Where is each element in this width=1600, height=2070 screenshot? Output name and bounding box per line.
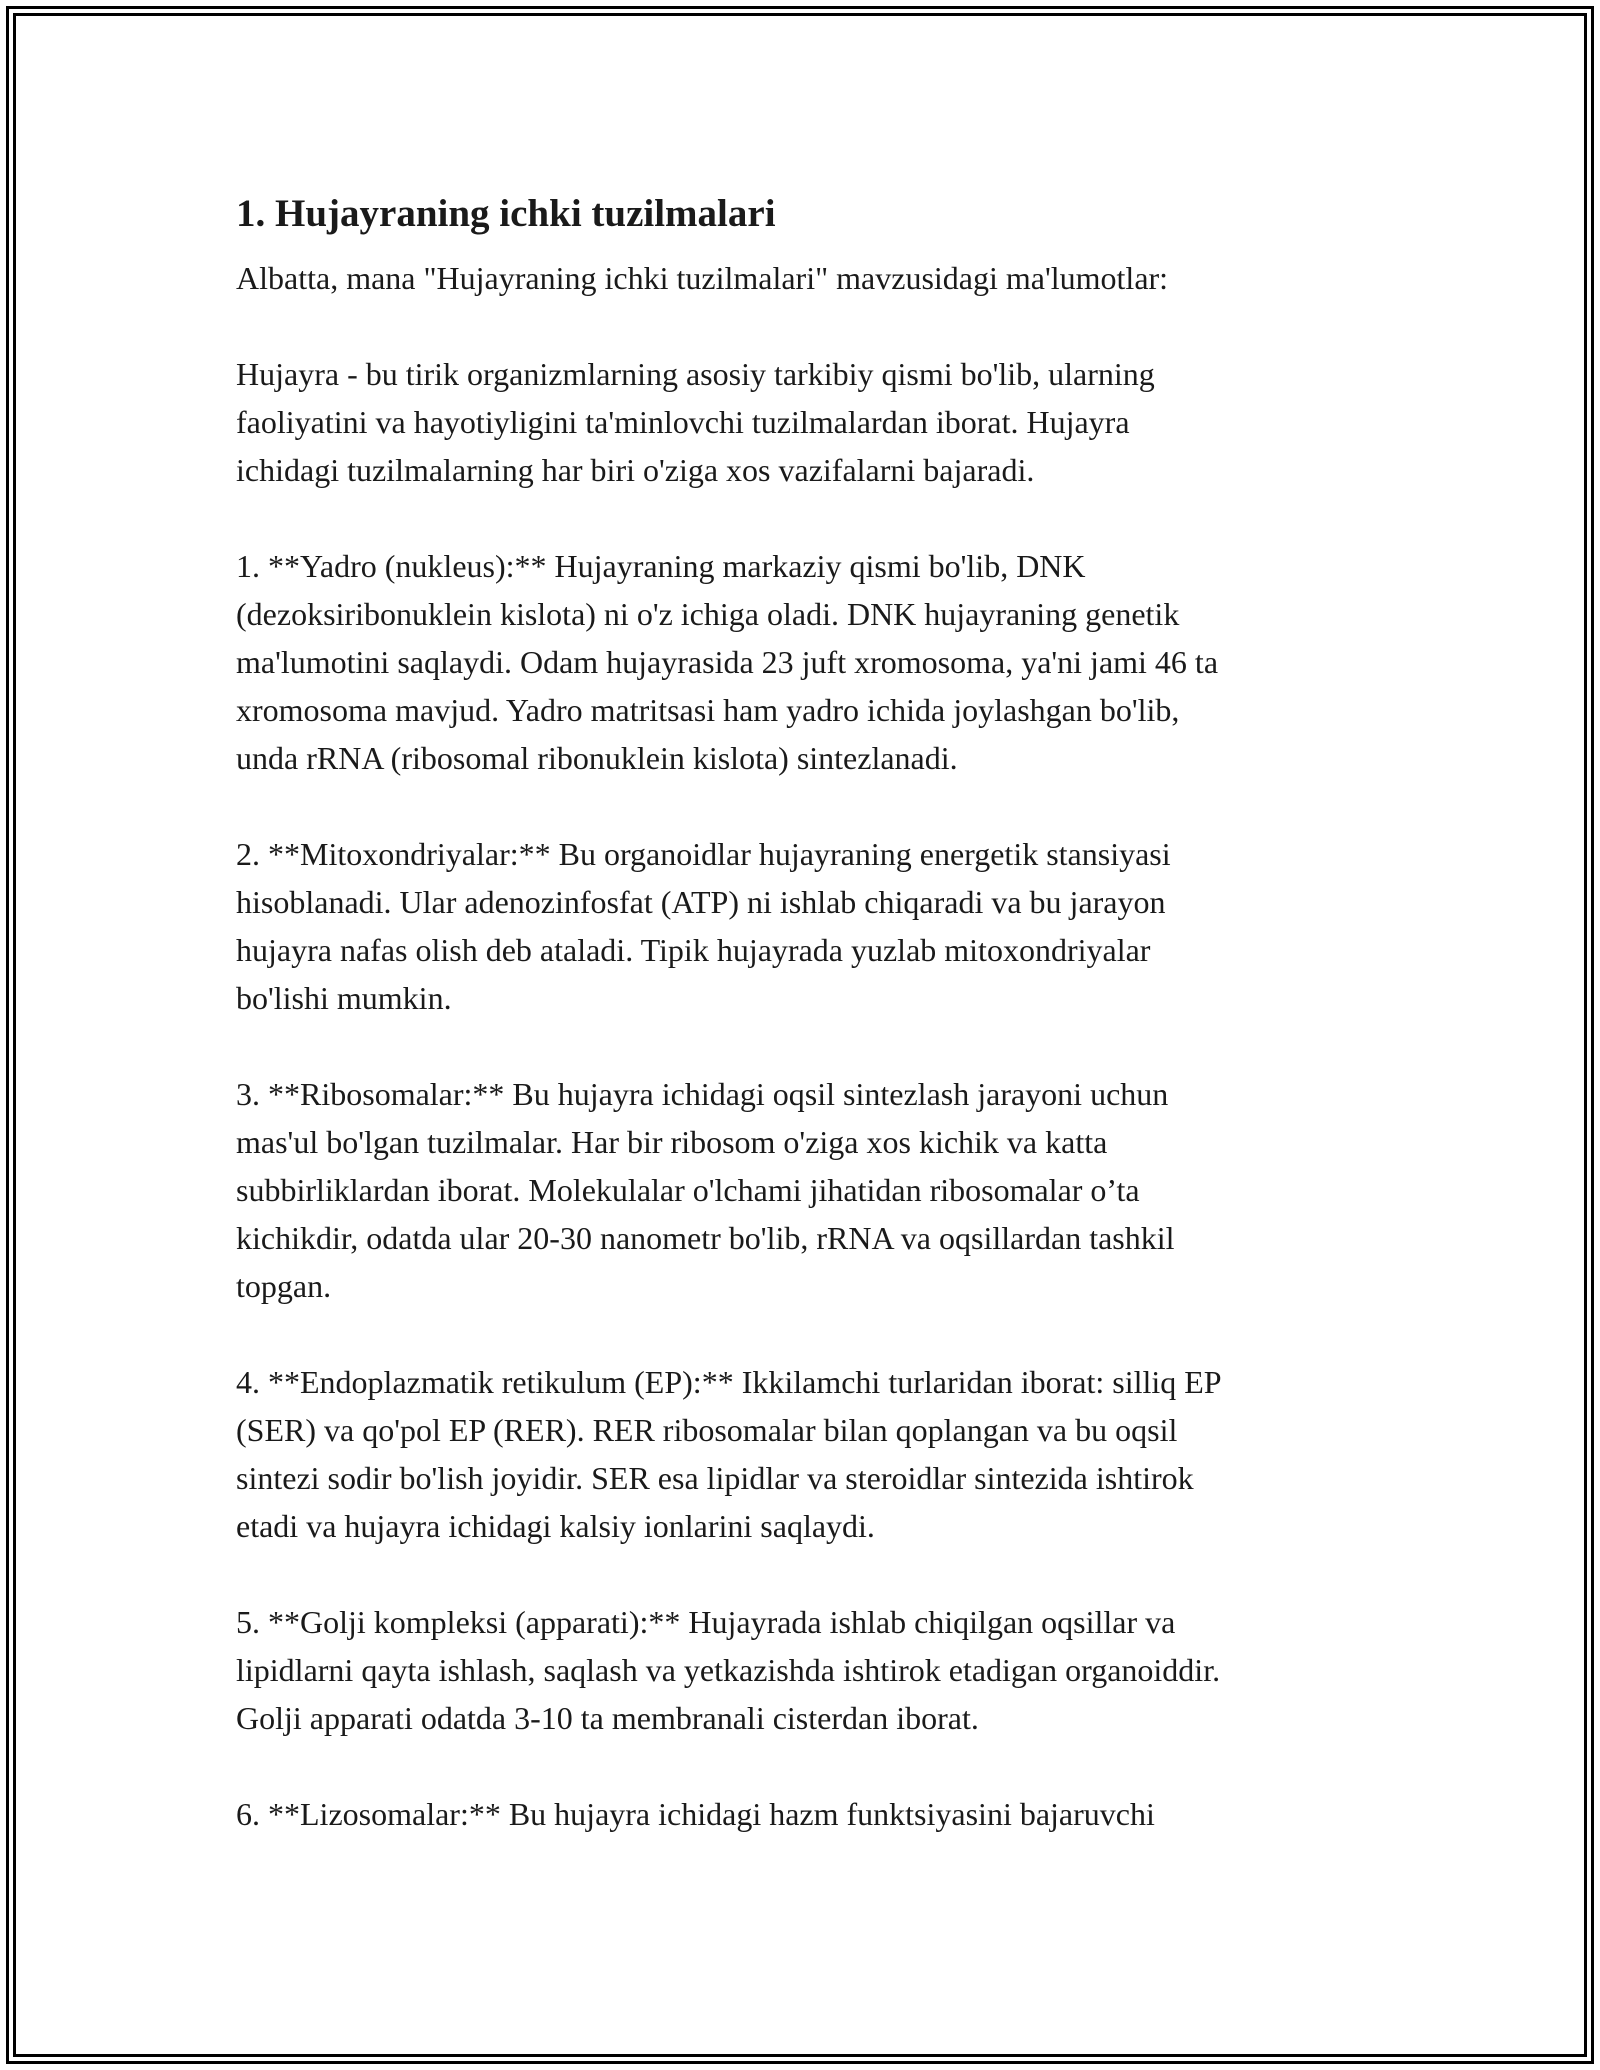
document-title: 1. Hujayraning ichki tuzilmalari (236, 192, 776, 235)
definition-paragraph (236, 350, 1376, 494)
text-line: hisoblanadi. Ular adenozinfosfat (ATP) ni ishlab chiqaradi va bu jarayon (236, 884, 1166, 920)
list-item-ribosomalar (236, 1070, 1376, 1310)
text-line: xromosoma mavjud. Yadro matritsasi ham yadro ichida joylashgan bo'lib, (236, 692, 1180, 728)
text-line: unda rRNA (ribosomal ribonuklein kislota) sintezlanadi. (236, 740, 958, 776)
text-line: Albatta, mana "Hujayraning ichki tuzilmalari" mavzusidagi ma'lumotlar: (236, 260, 1169, 296)
text-line: (dezoksiribonuklein kislota) ni o'z ichiga oladi. DNK hujayraning genetik (236, 596, 1180, 632)
text-line: (SER) va qo'pol EP (RER). RER ribosomalar bilan qoplangan va bu oqsil (236, 1412, 1178, 1448)
document-body (236, 188, 1376, 1886)
text-line: 4. **Endoplazmatik retikulum (EP):** Ikkilamchi turlaridan iborat: silliq EP (236, 1364, 1222, 1400)
text-line: Golji apparati odatda 3-10 ta membranali cisterdan iborat. (236, 1700, 979, 1736)
text-line: ichidagi tuzilmalarning har biri o'ziga xos vazifalarni bajaradi. (236, 452, 1035, 488)
list-item-mitoxondriyalar (236, 830, 1376, 1022)
text-line: 2. **Mitoxondriyalar:** Bu organoidlar hujayraning energetik stansiyasi (236, 836, 1171, 872)
text-line: bo'lishi mumkin. (236, 980, 452, 1016)
text-line: topgan. (236, 1268, 332, 1304)
list-item-yadro (236, 542, 1376, 782)
intro-paragraph (236, 254, 1376, 302)
text-line: faoliyatini va hayotiyligini ta'minlovchi tuzilmalardan iborat. Hujayra (236, 404, 1130, 440)
text-line: 1. **Yadro (nukleus):** Hujayraning markaziy qismi bo'lib, DNK (236, 548, 1086, 584)
text-line: 3. **Ribosomalar:** Bu hujayra ichidagi oqsil sintezlash jarayoni uchun (236, 1076, 1169, 1112)
text-line: lipidlarni qayta ishlash, saqlash va yetkazishda ishtirok etadigan organoiddir. (236, 1652, 1221, 1688)
text-line: sintezi sodir bo'lish joyidir. SER esa lipidlar va steroidlar sintezida ishtirok (236, 1460, 1194, 1496)
text-line: hujayra nafas olish deb ataladi. Tipik hujayrada yuzlab mitoxondriyalar (236, 932, 1151, 968)
text-line: etadi va hujayra ichidagi kalsiy ionlarini saqlaydi. (236, 1508, 875, 1544)
text-line: kichikdir, odatda ular 20-30 nanometr bo'lib, rRNA va oqsillardan tashkil (236, 1220, 1175, 1256)
text-line: subbirliklardan iborat. Molekulalar o'lchami jihatidan ribosomalar o’ta (236, 1172, 1140, 1208)
list-item-endoplazmatik-retikulum (236, 1358, 1376, 1550)
list-item-lizosomalar (236, 1790, 1376, 1838)
text-line: 5. **Golji kompleksi (apparati):** Hujayrada ishlab chiqilgan oqsillar va (236, 1604, 1176, 1640)
text-line: Hujayra - bu tirik organizmlarning asosiy tarkibiy qismi bo'lib, ularning (236, 356, 1155, 392)
list-item-golji-kompleksi (236, 1598, 1376, 1742)
text-line: mas'ul bo'lgan tuzilmalar. Har bir ribosom o'ziga xos kichik va katta (236, 1124, 1108, 1160)
text-line: ma'lumotini saqlaydi. Odam hujayrasida 23 juft xromosoma, ya'ni jami 46 ta (236, 644, 1219, 680)
text-line: 6. **Lizosomalar:** Bu hujayra ichidagi hazm funktsiyasini bajaruvchi (236, 1796, 1155, 1832)
